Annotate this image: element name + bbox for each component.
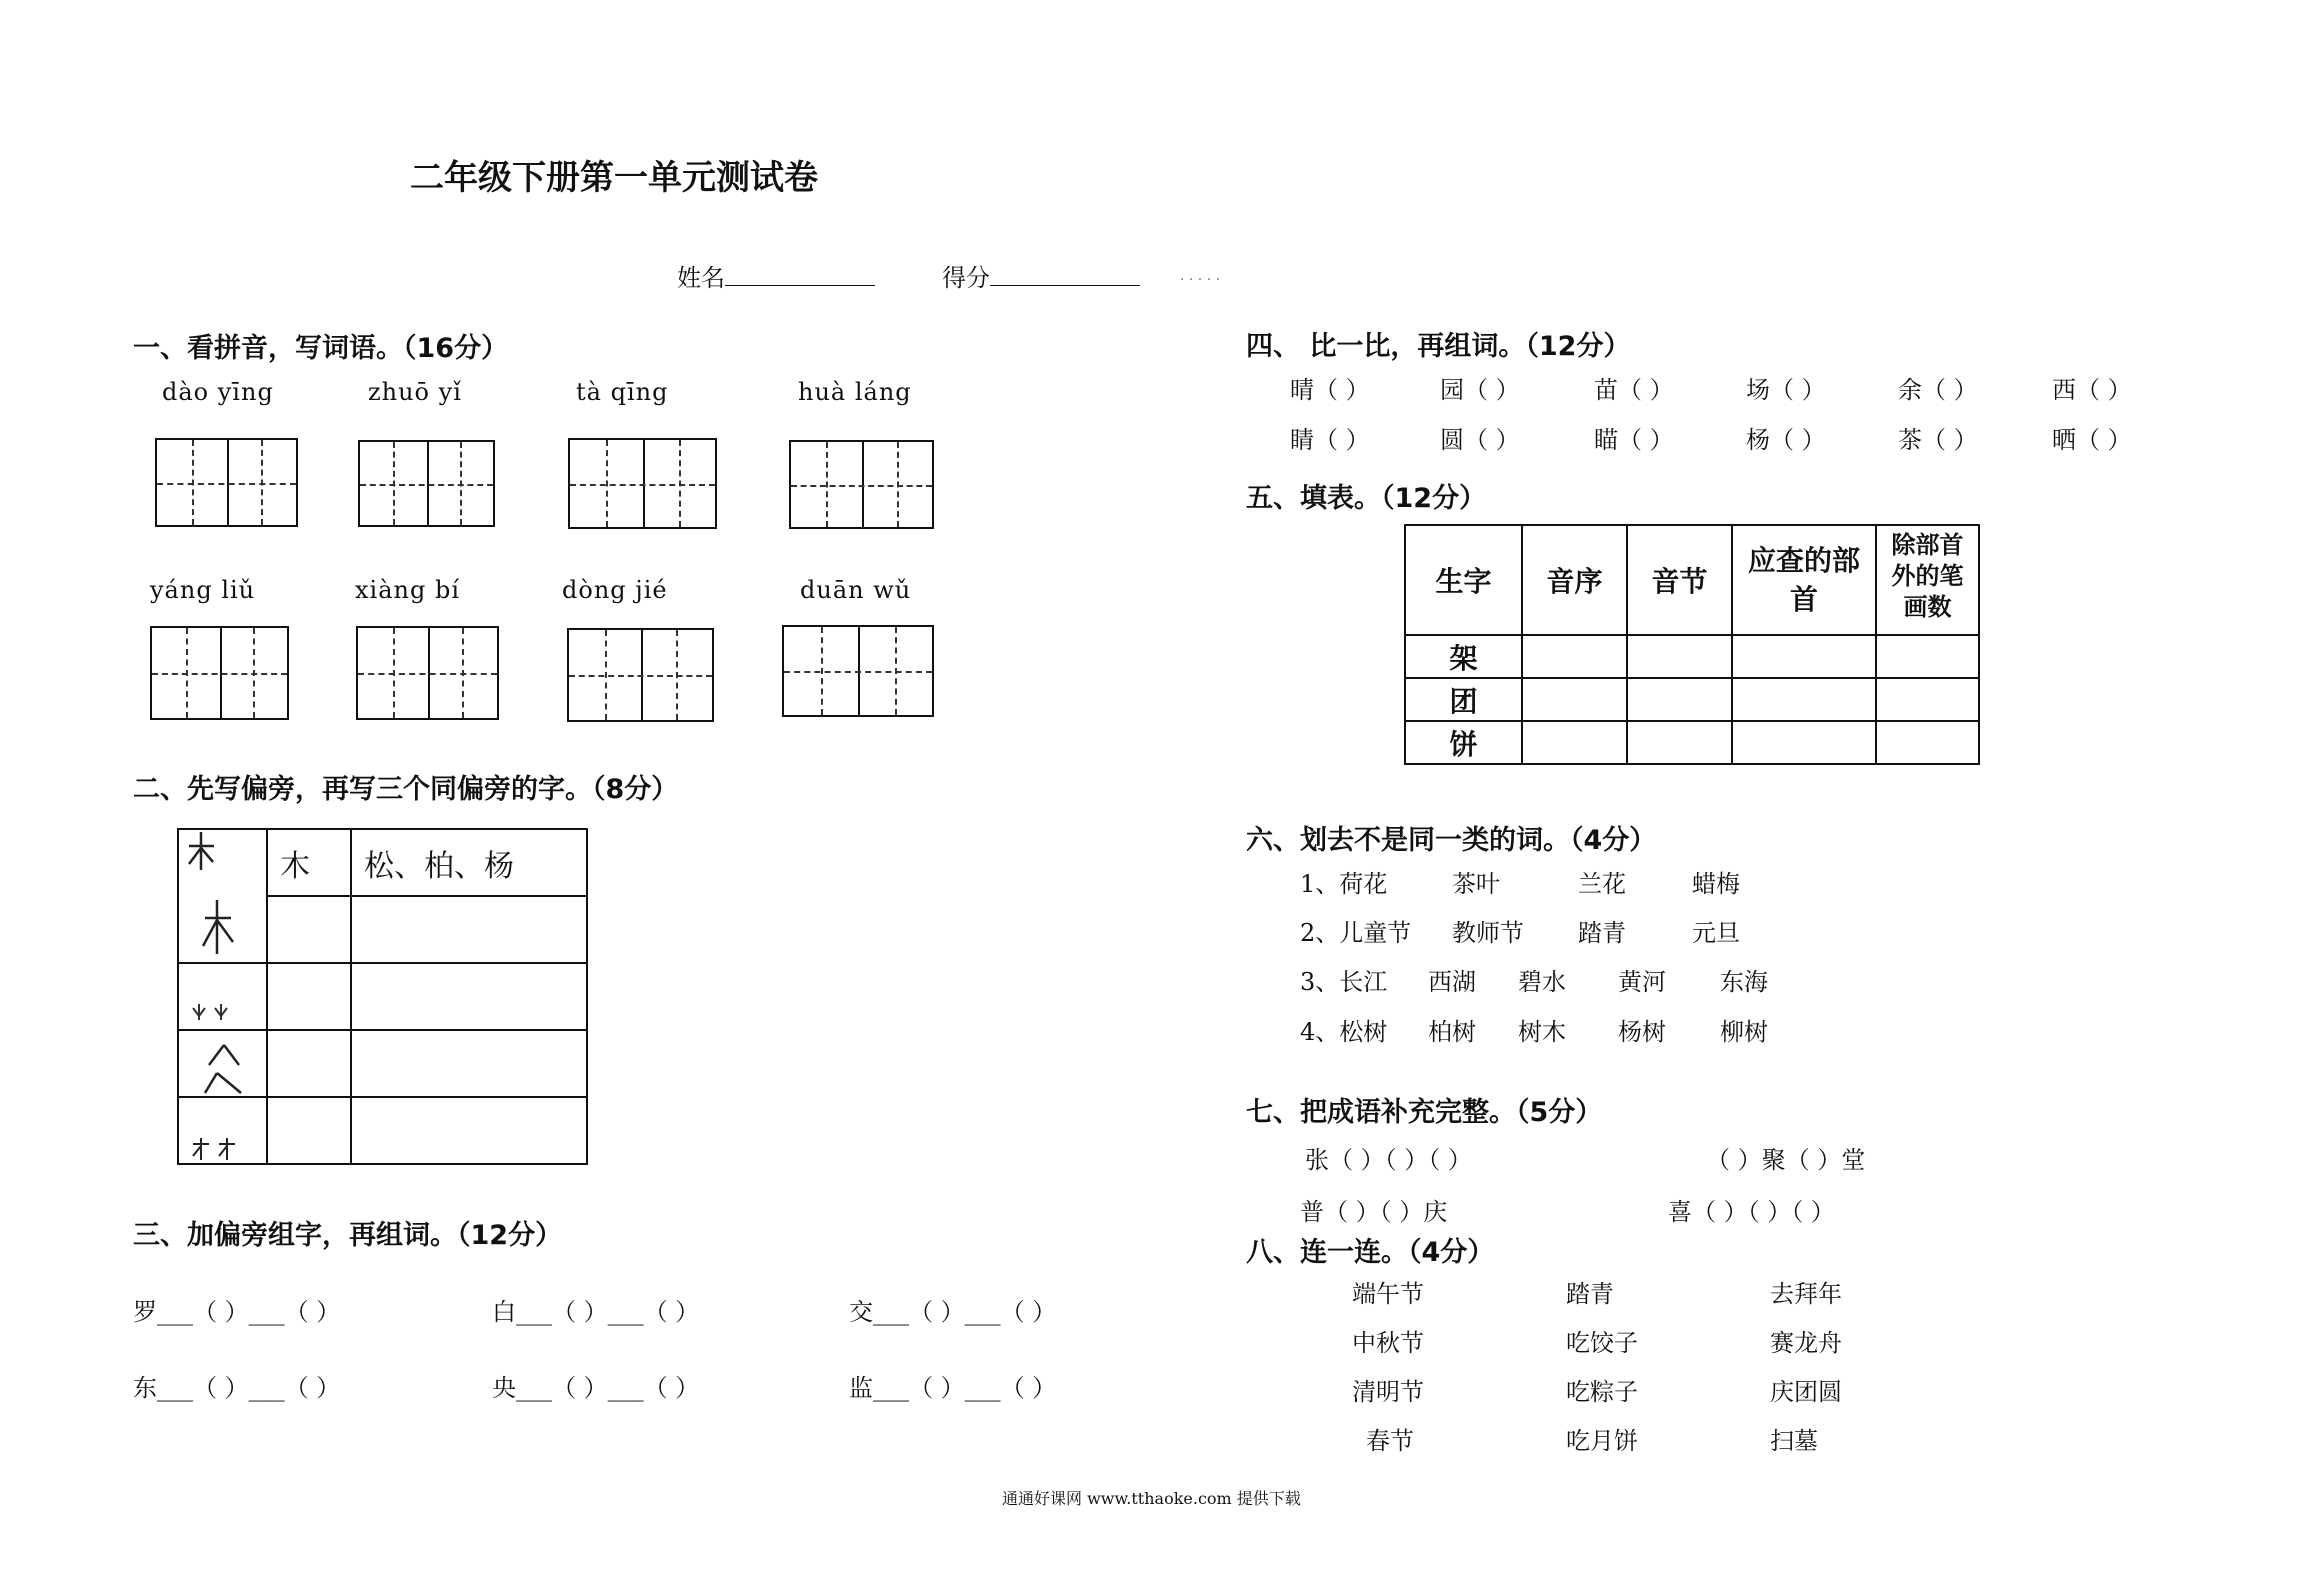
chars-answer[interactable] — [351, 1030, 587, 1097]
idiom-item[interactable]: （ ）聚（ ）堂 — [1706, 1146, 1866, 1174]
compose-item[interactable]: 白___（ ）___（ ） — [492, 1298, 700, 1326]
answer-cell[interactable] — [1876, 678, 1979, 721]
word-item[interactable]: 元旦 — [1692, 919, 1740, 947]
tree-radical-icon — [179, 830, 266, 964]
match-right[interactable]: 去拜年 — [1770, 1280, 1842, 1308]
answer-cell[interactable] — [1876, 635, 1979, 678]
radical-answer[interactable] — [267, 896, 351, 963]
chars-answer[interactable] — [351, 1097, 587, 1164]
compose-item[interactable]: 罗___（ ）___（ ） — [133, 1298, 341, 1326]
match-right[interactable]: 赛龙舟 — [1770, 1329, 1842, 1357]
fill-table — [1404, 524, 1980, 765]
score-label: 得分 — [942, 264, 990, 292]
pinyin-3: tà qīng — [576, 378, 669, 406]
name-field[interactable] — [677, 258, 875, 293]
idiom-item[interactable]: 普（ ）（ ）庆 — [1300, 1198, 1448, 1226]
word-item[interactable]: 兰花 — [1578, 870, 1626, 898]
answer-cell[interactable] — [1522, 635, 1627, 678]
pinyin-7: dòng jié — [562, 576, 668, 604]
radical-answer[interactable] — [267, 963, 351, 1030]
word-item[interactable]: 杨树 — [1618, 1018, 1666, 1046]
answer-cell[interactable] — [1732, 721, 1876, 764]
answer-cell[interactable] — [1627, 721, 1732, 764]
radical-cell — [178, 829, 267, 963]
word-item[interactable]: 西湖 — [1428, 968, 1476, 996]
match-middle[interactable]: 吃饺子 — [1566, 1329, 1638, 1357]
header-strokes: 除部首外的笔画数 — [1876, 525, 1979, 635]
header-order: 音序 — [1522, 525, 1627, 635]
example-radical: 木 — [267, 829, 351, 896]
match-left[interactable]: 春节 — [1366, 1427, 1414, 1455]
word-item[interactable]: 东海 — [1720, 968, 1768, 996]
answer-cell[interactable] — [1627, 678, 1732, 721]
pinyin-8: duān wǔ — [800, 576, 912, 604]
writing-grid[interactable] — [155, 438, 298, 527]
section-3-heading: 三、加偏旁组字，再组词。（12分） — [133, 1220, 563, 1251]
match-middle[interactable]: 吃月饼 — [1566, 1427, 1638, 1455]
section-1-heading: 一、看拼音，写词语。（16分） — [133, 333, 509, 364]
writing-grid[interactable] — [356, 626, 499, 720]
answer-cell[interactable] — [1732, 635, 1876, 678]
radical-answer[interactable] — [267, 1030, 351, 1097]
compare-item[interactable]: 圆（ ） — [1440, 426, 1520, 454]
radical-cell — [178, 1097, 267, 1164]
word-item[interactable]: 柏树 — [1428, 1018, 1476, 1046]
section-7-heading: 七、把成语补充完整。（5分） — [1246, 1097, 1603, 1128]
word-item[interactable]: 柳树 — [1720, 1018, 1768, 1046]
answer-cell[interactable] — [1522, 678, 1627, 721]
compare-item[interactable]: 场（ ） — [1746, 376, 1826, 404]
writing-grid[interactable] — [789, 440, 934, 529]
example-chars: 松、柏、杨 — [351, 829, 587, 896]
match-left[interactable]: 端午节 — [1352, 1280, 1424, 1308]
compare-item[interactable]: 苗（ ） — [1594, 376, 1674, 404]
answer-cell[interactable] — [1522, 721, 1627, 764]
section-5-heading: 五、填表。（12分） — [1246, 483, 1487, 514]
word-item[interactable]: 碧水 — [1518, 968, 1566, 996]
answer-cell[interactable] — [1627, 635, 1732, 678]
pinyin-6: xiàng bí — [355, 576, 461, 604]
bamboo-radical-icon — [179, 1098, 266, 1165]
word-item[interactable]: 踏青 — [1578, 919, 1626, 947]
compare-item[interactable]: 杨（ ） — [1746, 426, 1826, 454]
writing-grid[interactable] — [150, 626, 289, 720]
word-item[interactable]: 4、松树 — [1300, 1018, 1388, 1046]
compare-item[interactable]: 茶（ ） — [1898, 426, 1978, 454]
pinyin-4: huà láng — [798, 378, 912, 406]
writing-grid[interactable] — [782, 625, 934, 717]
match-right[interactable]: 扫墓 — [1770, 1427, 1818, 1455]
compare-item[interactable]: 晴（ ） — [1290, 376, 1370, 404]
char-cell: 架 — [1405, 635, 1522, 678]
word-item[interactable]: 教师节 — [1452, 919, 1524, 947]
header-char: 生字 — [1405, 525, 1522, 635]
chars-answer[interactable] — [351, 963, 587, 1030]
idiom-item[interactable]: 张（ ）（ ）（ ） — [1305, 1146, 1472, 1174]
radical-table — [177, 828, 588, 1165]
word-item[interactable]: 树木 — [1518, 1018, 1566, 1046]
compose-item[interactable]: 监___（ ）___（ ） — [849, 1374, 1057, 1402]
word-item[interactable]: 2、儿童节 — [1300, 919, 1412, 947]
word-item[interactable]: 蜡梅 — [1692, 870, 1740, 898]
match-left[interactable]: 中秋节 — [1352, 1329, 1424, 1357]
section-4-heading: 四、 比一比，再组词。（12分） — [1246, 331, 1631, 362]
writing-grid[interactable] — [567, 628, 714, 722]
word-item[interactable]: 1、荷花 — [1300, 870, 1388, 898]
section-8-heading: 八、连一连。（4分） — [1246, 1237, 1495, 1268]
compare-item[interactable]: 余（ ） — [1898, 376, 1978, 404]
footer-text: 通通好课网 www.tthaoke.com 提供下载 — [1002, 1489, 1301, 1508]
answer-cell[interactable] — [1732, 678, 1876, 721]
match-right[interactable]: 庆团圆 — [1770, 1378, 1842, 1406]
compose-item[interactable]: 东___（ ）___（ ） — [133, 1374, 341, 1402]
grass-radical-icon — [179, 964, 266, 1031]
match-middle[interactable]: 踏青 — [1566, 1280, 1614, 1308]
person-radical-icon — [179, 1031, 266, 1098]
section-6-heading: 六、划去不是同一类的词。（4分） — [1246, 825, 1657, 856]
compare-item[interactable]: 晒（ ） — [2052, 426, 2132, 454]
compare-item[interactable]: 瞄（ ） — [1594, 426, 1674, 454]
radical-cell — [178, 1030, 267, 1097]
word-item[interactable]: 茶叶 — [1452, 870, 1500, 898]
pinyin-2: zhuō yǐ — [368, 378, 462, 406]
char-cell: 团 — [1405, 678, 1522, 721]
compare-item[interactable]: 西（ ） — [2052, 376, 2132, 404]
idiom-item[interactable]: 喜（ ）（ ）（ ） — [1668, 1198, 1835, 1226]
answer-cell[interactable] — [1876, 721, 1979, 764]
header-radical: 应查的部首 — [1732, 525, 1876, 635]
radical-answer[interactable] — [267, 1097, 351, 1164]
score-field[interactable] — [942, 258, 1140, 293]
pinyin-1: dào yīng — [162, 378, 274, 406]
header-syllable: 音节 — [1627, 525, 1732, 635]
fold-dots: . . . . . — [1180, 268, 1221, 284]
name-label: 姓名 — [677, 264, 725, 292]
word-item[interactable]: 3、长江 — [1300, 968, 1388, 996]
compose-item[interactable]: 交___（ ）___（ ） — [849, 1298, 1057, 1326]
radical-cell — [178, 963, 267, 1030]
chars-answer[interactable] — [351, 896, 587, 963]
pinyin-5: yáng liǔ — [150, 576, 256, 604]
writing-grid[interactable] — [358, 440, 495, 527]
compose-item[interactable]: 央___（ ）___（ ） — [492, 1374, 700, 1402]
compare-item[interactable]: 园（ ） — [1440, 376, 1520, 404]
writing-grid[interactable] — [568, 438, 717, 529]
name-blank[interactable] — [725, 263, 875, 286]
compare-item[interactable]: 睛（ ） — [1290, 426, 1370, 454]
match-left[interactable]: 清明节 — [1352, 1378, 1424, 1406]
char-cell: 饼 — [1405, 721, 1522, 764]
word-item[interactable]: 黄河 — [1618, 968, 1666, 996]
score-blank[interactable] — [990, 263, 1140, 286]
match-middle[interactable]: 吃粽子 — [1566, 1378, 1638, 1406]
section-2-heading: 二、先写偏旁，再写三个同偏旁的字。（8分） — [133, 774, 679, 805]
page-title: 二年级下册第一单元测试卷 — [410, 158, 818, 198]
